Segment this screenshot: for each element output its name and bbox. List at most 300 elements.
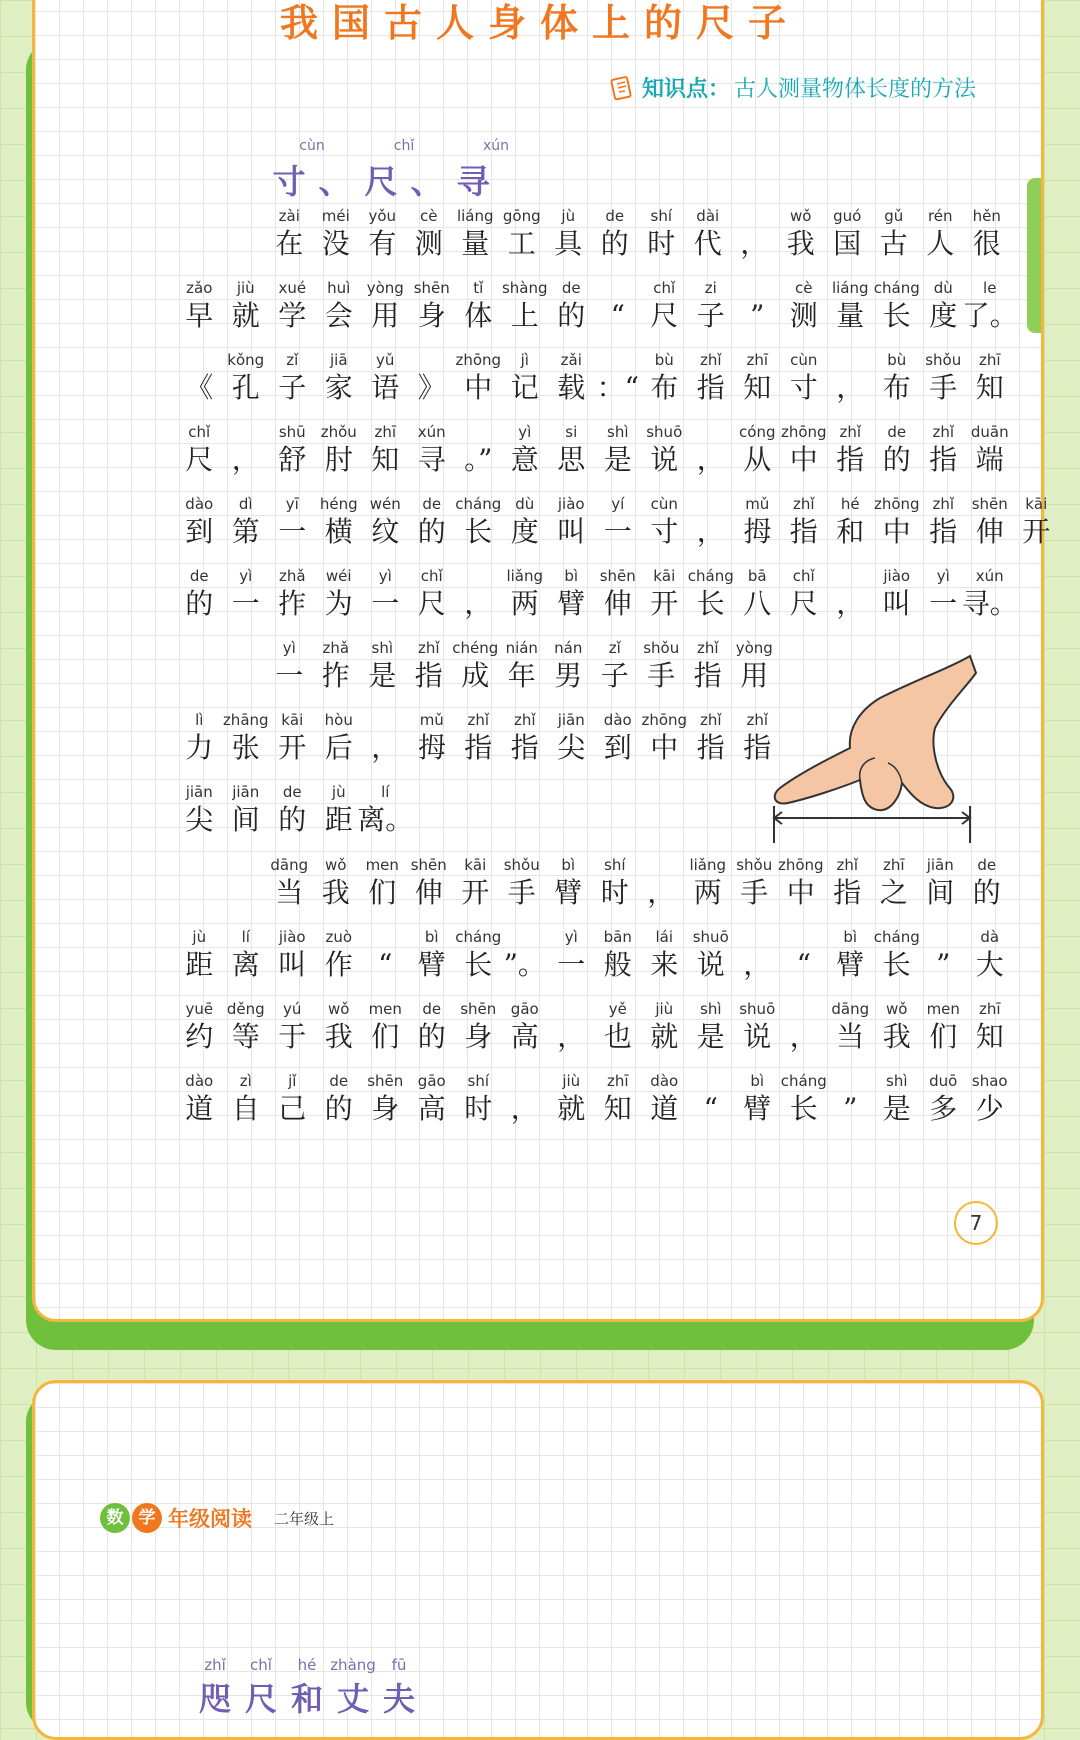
pinyin: děng <box>226 1000 265 1018</box>
char-cell <box>967 1071 1014 1127</box>
pinyin: bì <box>843 928 858 946</box>
hanzi: 寻。 <box>961 587 1018 620</box>
pinyin: zhǒu <box>320 423 357 441</box>
hanzi: “ <box>703 1092 718 1125</box>
hanzi: 臂 <box>417 948 446 981</box>
char-cell <box>824 855 871 911</box>
char-cell <box>781 350 828 406</box>
heading-char: 尺 <box>364 162 398 201</box>
char-cell <box>455 566 502 622</box>
pinyin: chǐ <box>420 567 443 585</box>
hanzi: 知 <box>603 1092 632 1125</box>
char-cell <box>781 494 828 550</box>
hanzi: “ <box>378 948 393 981</box>
char-cell <box>964 855 1011 911</box>
pinyin: yì <box>378 567 392 585</box>
char-cell <box>548 350 595 406</box>
heading-pinyin: chǐ <box>393 138 415 154</box>
char-cell <box>269 566 316 622</box>
hanzi: 没 <box>321 227 350 260</box>
pinyin: shuō <box>739 1000 776 1018</box>
page-title: 我国古人身体上的尺子 <box>279 1 800 45</box>
hanzi: 道 <box>185 1092 214 1125</box>
pinyin: zhǐ <box>699 711 722 729</box>
hanzi: 《 <box>185 371 214 404</box>
char-cell <box>688 278 735 334</box>
hanzi: 叫 <box>557 515 586 548</box>
pinyin: le <box>983 279 997 297</box>
page-card <box>32 1380 1044 1740</box>
pinyin: gǔ <box>884 207 904 225</box>
pinyin: shì <box>700 1000 722 1018</box>
hanzi: 成 <box>461 659 490 692</box>
hanzi: 开 <box>278 731 307 764</box>
hanzi: 多 <box>929 1092 958 1125</box>
hanzi: 是 <box>882 1092 911 1125</box>
char-cell <box>731 855 778 911</box>
pinyin: kāi <box>464 856 487 874</box>
char-cell <box>223 422 270 478</box>
char-cell <box>827 278 874 334</box>
char-cell <box>502 350 549 406</box>
hanzi: 会 <box>324 299 353 332</box>
text-line <box>176 350 1013 406</box>
hanzi: 知 <box>975 1020 1004 1053</box>
char-cell <box>827 927 874 983</box>
char-cell <box>824 206 871 262</box>
char-cell <box>176 278 223 334</box>
hanzi: 从 <box>743 443 772 476</box>
pinyin: cè <box>420 207 438 225</box>
pinyin: zhī <box>978 351 1001 369</box>
hanzi: ， <box>696 443 725 476</box>
hanzi: 体 <box>464 299 493 332</box>
char-cell <box>266 206 313 262</box>
pinyin: cháng <box>780 1072 827 1090</box>
hanzi: 一 <box>275 659 304 692</box>
pinyin: cháng <box>455 495 502 513</box>
hanzi: 拇 <box>743 515 772 548</box>
pinyin: zhǐ <box>696 639 719 657</box>
pinyin: zhī <box>606 1072 629 1090</box>
hanzi: 力 <box>185 731 214 764</box>
char-cell <box>595 422 642 478</box>
pinyin: guó <box>833 207 862 225</box>
pinyin: de <box>561 279 581 297</box>
char-cell <box>920 278 967 334</box>
char-cell <box>548 278 595 334</box>
pinyin: zhī <box>882 856 905 874</box>
hanzi: ：“ <box>596 371 639 404</box>
pinyin: yòng <box>366 279 404 297</box>
char-cell <box>592 855 639 911</box>
pinyin: hòu <box>324 711 353 729</box>
pinyin: jiào <box>557 495 585 513</box>
pinyin: cháng <box>873 279 920 297</box>
hanzi: 指 <box>510 731 539 764</box>
pinyin: bù <box>887 351 907 369</box>
side-tab <box>1027 178 1041 333</box>
hanzi: 指 <box>696 731 725 764</box>
char-cell <box>871 206 918 262</box>
pinyin: dào <box>650 1072 679 1090</box>
pinyin: bì <box>424 928 439 946</box>
char-cell <box>920 1071 967 1127</box>
char-cell <box>595 1071 642 1127</box>
text-line <box>176 999 1013 1055</box>
hanzi: 伸 <box>603 587 632 620</box>
pinyin: yì <box>518 423 532 441</box>
char-cell <box>502 566 549 622</box>
char-cell <box>967 494 1014 550</box>
pinyin: shēn <box>460 1000 497 1018</box>
pinyin: de <box>189 567 209 585</box>
pinyin: wéi <box>325 567 352 585</box>
char-cell <box>871 855 918 911</box>
pinyin: gāo <box>510 1000 539 1018</box>
hanzi: 尺 <box>185 443 214 476</box>
char-cell <box>781 566 828 622</box>
char-cell <box>920 494 967 550</box>
hanzi: ， <box>510 1092 539 1125</box>
hanzi: 时 <box>464 1092 493 1125</box>
pinyin: shēn <box>410 856 447 874</box>
pinyin: nián <box>505 639 538 657</box>
hanzi: 们 <box>368 876 397 909</box>
pinyin: wǒ <box>886 1000 908 1018</box>
hanzi: 离。 <box>357 803 414 836</box>
hanzi: 约 <box>185 1020 214 1053</box>
char-cell <box>316 927 363 983</box>
pinyin: zhǐ <box>932 423 955 441</box>
hanzi: 尖 <box>185 803 214 836</box>
hanzi: 开 <box>650 587 679 620</box>
hanzi: ， <box>696 515 725 548</box>
pinyin: de <box>422 495 442 513</box>
hanzi: 到 <box>603 731 632 764</box>
pinyin: shì <box>371 639 393 657</box>
pinyin: shí <box>604 856 626 874</box>
char-cell <box>313 638 360 694</box>
char-cell <box>316 494 363 550</box>
pinyin: xún <box>975 567 1004 585</box>
hanzi: 度 <box>929 299 958 332</box>
pinyin: lái <box>655 928 674 946</box>
pinyin: méi <box>321 207 350 225</box>
pinyin: bā <box>747 567 767 585</box>
char-cell <box>874 566 921 622</box>
hanzi: 知 <box>975 371 1004 404</box>
pinyin: zhǐ <box>467 711 490 729</box>
char-cell <box>548 999 595 1055</box>
char-cell <box>548 494 595 550</box>
pinyin: de <box>282 783 302 801</box>
char-cell <box>641 566 688 622</box>
brand-badge-xue: 学 <box>132 1503 162 1533</box>
char-cell <box>455 494 502 550</box>
hanzi: 一 <box>557 948 586 981</box>
hanzi: 当 <box>275 876 304 909</box>
hanzi: 很 <box>972 227 1001 260</box>
char-cell <box>269 350 316 406</box>
hanzi: 两 <box>693 876 722 909</box>
hanzi: 指 <box>464 731 493 764</box>
text-line <box>266 206 1010 262</box>
char-cell <box>964 206 1011 262</box>
hanzi: 工 <box>507 227 536 260</box>
pinyin: zhī <box>746 351 769 369</box>
char-cell <box>455 999 502 1055</box>
hanzi: 意 <box>510 443 539 476</box>
pinyin: cóng <box>739 423 776 441</box>
hanzi: 时 <box>600 876 629 909</box>
text-line <box>176 710 781 766</box>
hanzi: 自 <box>231 1092 260 1125</box>
hanzi: 中 <box>882 515 911 548</box>
hanzi: 指 <box>743 731 772 764</box>
pinyin: kǒng <box>227 351 265 369</box>
pinyin: jù <box>561 207 576 225</box>
hanzi: 也 <box>603 1020 632 1053</box>
hanzi: 一 <box>929 587 958 620</box>
char-cell <box>781 927 828 983</box>
char-cell <box>362 278 409 334</box>
pinyin: chǐ <box>188 423 211 441</box>
pinyin: dào <box>185 1072 214 1090</box>
hanzi: 尺 <box>789 587 818 620</box>
pinyin: shēn <box>413 279 450 297</box>
char-cell <box>827 566 874 622</box>
char-cell <box>641 350 688 406</box>
hanzi: 尺 <box>417 587 446 620</box>
hanzi: 说 <box>743 1020 772 1053</box>
hanzi: 长 <box>464 515 493 548</box>
hanzi: 年 <box>507 659 536 692</box>
char-cell <box>874 494 921 550</box>
char-cell <box>359 206 406 262</box>
pinyin: bì <box>561 856 576 874</box>
pinyin: zi <box>704 279 717 297</box>
hanzi: 的 <box>600 227 629 260</box>
pinyin: si <box>565 423 578 441</box>
pinyin: zhī <box>374 423 397 441</box>
char-cell <box>874 1071 921 1127</box>
char-cell <box>455 1071 502 1127</box>
heading-pinyin: fū <box>391 1656 407 1674</box>
hanzi: 子 <box>696 299 725 332</box>
pinyin: shū <box>278 423 306 441</box>
hanzi: 们 <box>371 1020 400 1053</box>
hanzi: ， <box>464 587 493 620</box>
char-cell <box>362 1071 409 1127</box>
pinyin: jì <box>520 351 529 369</box>
heading-pinyin: zhàng <box>330 1656 376 1674</box>
pinyin: shàng <box>501 279 548 297</box>
char-cell <box>176 999 223 1055</box>
hanzi: 舒 <box>278 443 307 476</box>
hanzi: 我 <box>882 1020 911 1053</box>
char-cell <box>313 206 360 262</box>
char-cell <box>920 566 967 622</box>
hanzi: 具 <box>554 227 583 260</box>
pinyin: yuē <box>185 1000 214 1018</box>
hanzi: 就 <box>231 299 260 332</box>
pinyin: dào <box>603 711 632 729</box>
hanzi: 手 <box>647 659 676 692</box>
pinyin: zhǐ <box>836 856 859 874</box>
hanzi: 道 <box>650 1092 679 1125</box>
char-cell <box>406 206 453 262</box>
pinyin: yì <box>564 928 578 946</box>
pinyin: jù <box>192 928 207 946</box>
pinyin: de <box>329 1072 349 1090</box>
char-cell <box>874 999 921 1055</box>
char-cell <box>734 566 781 622</box>
hanzi: 们 <box>929 1020 958 1053</box>
pinyin: tǐ <box>473 279 484 297</box>
pinyin: shuō <box>692 928 729 946</box>
pinyin: bì <box>750 1072 765 1090</box>
hanzi: 长 <box>464 948 493 981</box>
hanzi: 指 <box>414 659 443 692</box>
pinyin: jiào <box>883 567 911 585</box>
char-cell <box>176 1071 223 1127</box>
heading-char: 和 <box>290 1680 323 1718</box>
pinyin: men <box>926 1000 960 1018</box>
char-cell <box>548 1071 595 1127</box>
hanzi: 中 <box>789 443 818 476</box>
pinyin: cùn <box>650 495 678 513</box>
hanzi: 子 <box>278 371 307 404</box>
char-cell <box>778 206 825 262</box>
hanzi: ” <box>936 948 951 981</box>
series-brand <box>100 1503 334 1533</box>
pinyin: shǒu <box>503 856 540 874</box>
char-cell <box>688 710 735 766</box>
pinyin: dù <box>515 495 535 513</box>
hanzi: 手 <box>929 371 958 404</box>
hanzi: ， <box>371 731 400 764</box>
heading-pinyin: xún <box>482 138 510 154</box>
pinyin: bān <box>603 928 632 946</box>
char-cell <box>223 494 270 550</box>
heading-pinyin: cùn <box>299 138 325 154</box>
pinyin: liǎng <box>689 856 727 874</box>
char-cell <box>223 1071 270 1127</box>
hanzi: 当 <box>836 1020 865 1053</box>
hanzi: 第 <box>231 515 260 548</box>
text-line <box>266 855 1010 911</box>
pinyin: zhōng <box>777 856 824 874</box>
hanzi: 一 <box>278 515 307 548</box>
pinyin: de <box>977 856 997 874</box>
hanzi: 测 <box>789 299 818 332</box>
knowledge-label: 知识点： <box>641 77 730 102</box>
hanzi: 子 <box>600 659 629 692</box>
pinyin: liǎng <box>506 567 544 585</box>
char-cell <box>316 1071 363 1127</box>
pinyin: jǐ <box>288 1072 297 1090</box>
pinyin: zhǎ <box>322 639 350 657</box>
char-cell <box>176 782 223 838</box>
hanzi: 两 <box>510 587 539 620</box>
hanzi: 一 <box>603 515 632 548</box>
pinyin: zài <box>278 207 300 225</box>
text-line <box>176 422 1013 478</box>
hanzi: 孔 <box>231 371 260 404</box>
hanzi: 臂 <box>743 1092 772 1125</box>
char-cell <box>269 782 316 838</box>
pinyin: zhǐ <box>513 711 536 729</box>
pinyin: jù <box>331 783 346 801</box>
char-cell <box>688 350 735 406</box>
hanzi: 的 <box>972 876 1001 909</box>
hanzi: 布 <box>882 371 911 404</box>
pinyin: dāng <box>831 1000 870 1018</box>
pinyin: de <box>422 1000 442 1018</box>
pinyin: bù <box>654 351 674 369</box>
char-cell <box>961 278 1018 334</box>
char-cell <box>641 999 688 1055</box>
heading-char: 尺 <box>244 1680 277 1718</box>
char-cell <box>874 350 921 406</box>
pinyin: zhōng <box>641 711 688 729</box>
pinyin: yī <box>285 495 299 513</box>
hanzi: 是 <box>696 1020 725 1053</box>
char-cell <box>502 1071 549 1127</box>
char-cell <box>595 350 642 406</box>
pinyin: yòng <box>735 639 773 657</box>
char-cell <box>316 422 363 478</box>
char-cell <box>455 422 502 478</box>
char-cell <box>176 494 223 550</box>
hanzi: 时 <box>647 227 676 260</box>
char-cell <box>316 350 363 406</box>
hanzi: 人 <box>926 227 955 260</box>
hanzi: 是 <box>368 659 397 692</box>
knowledge-text: 古人测量物体长度的方法 <box>733 77 976 102</box>
char-cell <box>176 566 223 622</box>
char-cell <box>967 422 1014 478</box>
char-cell <box>357 782 414 838</box>
char-cell <box>548 566 595 622</box>
hanzi: 拃 <box>278 587 307 620</box>
char-cell <box>734 278 781 334</box>
hanzi: 到 <box>185 515 214 548</box>
char-cell <box>452 638 499 694</box>
hanzi: 的 <box>185 587 214 620</box>
hanzi: “ <box>796 948 811 981</box>
brand-grade: 二年级上 <box>274 1509 335 1528</box>
hanzi: 伸 <box>975 515 1004 548</box>
hanzi: 臂 <box>554 876 583 909</box>
char-cell <box>1013 494 1060 550</box>
pinyin: cùn <box>790 351 818 369</box>
hanzi: 臂 <box>557 587 586 620</box>
char-cell <box>874 422 921 478</box>
char-cell <box>641 422 688 478</box>
char-cell <box>316 278 363 334</box>
pinyin: yí <box>611 495 625 513</box>
hanzi: ” <box>843 1092 858 1125</box>
pinyin: bì <box>564 567 579 585</box>
char-cell <box>688 1071 735 1127</box>
char-cell <box>409 710 456 766</box>
char-cell <box>734 927 781 983</box>
char-cell <box>499 638 546 694</box>
char-cell <box>316 999 363 1055</box>
char-cell <box>778 855 825 911</box>
